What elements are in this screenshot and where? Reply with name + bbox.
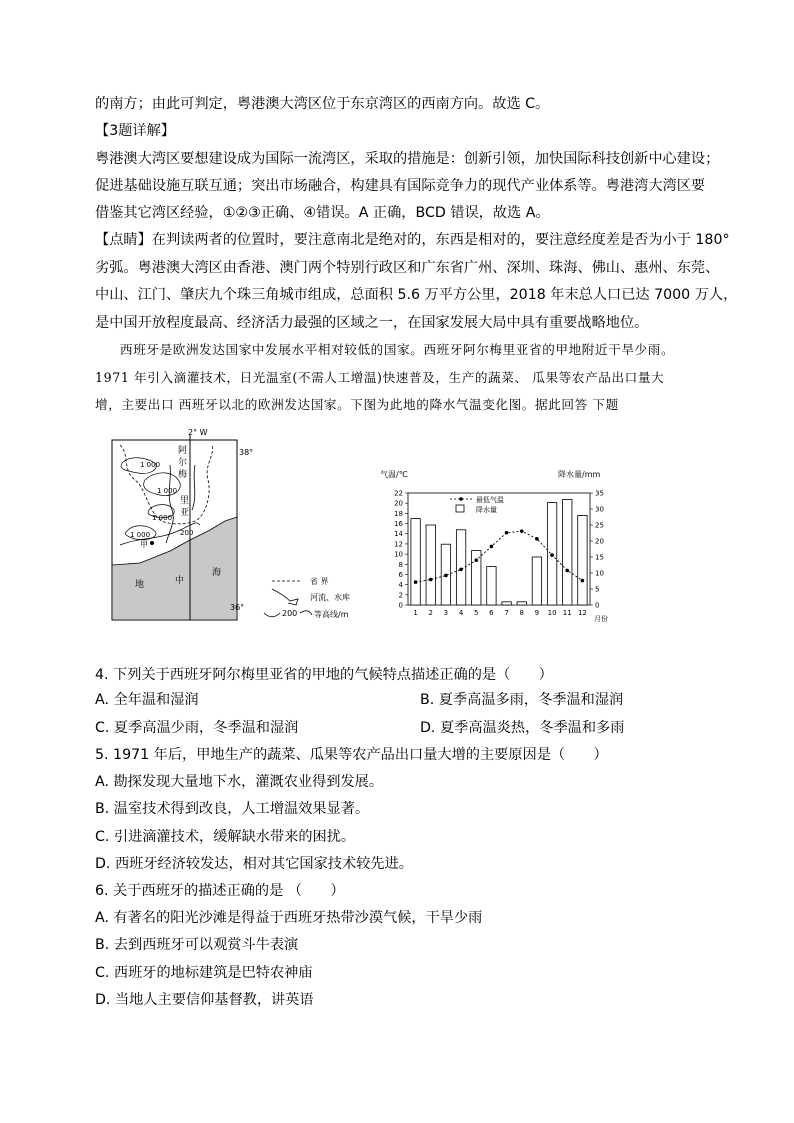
x-tick-label: 4 xyxy=(458,609,464,617)
latitude-label-top: 38° xyxy=(239,448,254,457)
temperature-point xyxy=(459,568,463,572)
option-a[interactable]: A. 勘探发现大量地下水，灌溉农业得到发展。 xyxy=(95,774,384,790)
province-label-char: 里 xyxy=(180,496,190,506)
x-tick-label: 7 xyxy=(504,609,509,617)
option-b[interactable]: B. 温室技术得到改良，人工增温效果显著。 xyxy=(95,801,370,817)
place-marker-icon xyxy=(150,541,154,545)
text-line: 促进基础设施互联互通；突出市场融合，构建具有国际竞争力的现代产业体系等。粤港湾大湾区要 xyxy=(95,178,706,194)
option-d[interactable]: D. 当地人主要信仰基督教，讲英语 xyxy=(95,992,314,1008)
precipitation-bar xyxy=(487,567,496,605)
y-tick-label-right: 30 xyxy=(595,505,604,514)
temperature-point xyxy=(505,531,509,535)
y-tick-label-left: 16 xyxy=(394,520,403,529)
option-d[interactable]: D. 夏季高温炎热，冬季温和多雨 xyxy=(420,720,625,736)
sea-label-char: 海 xyxy=(212,568,222,578)
legend-label: 河流、水库 xyxy=(310,593,350,602)
question-stem: 4. 下列关于西班牙阿尔梅里亚省的甲地的气候特点描述正确的是（ ） xyxy=(95,667,553,683)
x-tick-label: 10 xyxy=(547,609,557,617)
option-a[interactable]: A. 全年温和湿润 xyxy=(95,692,199,708)
x-tick-label: 6 xyxy=(489,609,494,617)
contour-label: 200 xyxy=(180,529,194,537)
y-tick-label-left: 0 xyxy=(398,601,403,610)
sea-label-char: 中 xyxy=(175,576,185,586)
intro-line: 1971 年引入滴灌技术，日光温室(不需人工增温)快速普及，生产的蔬菜、 瓜果等农产品出口量大 xyxy=(95,370,665,385)
y-tick-label-left: 18 xyxy=(394,509,403,518)
precipitation-bar xyxy=(502,602,511,605)
legend-label: 等高线/m xyxy=(314,610,349,619)
precipitation-bar xyxy=(532,557,541,605)
province-label-char: 尔 xyxy=(178,458,188,468)
y-tick-label-left: 22 xyxy=(394,489,403,498)
climate-chart xyxy=(380,465,625,625)
text-line: 中山、江门、肇庆九个珠三角城市组成，总面积 5.6 万平方公里，2018 年末总人口已达 7000 万人， xyxy=(95,287,738,303)
y-tick-label-left: 12 xyxy=(394,540,403,549)
precipitation-bar xyxy=(426,525,435,605)
province-label-char: 亚 xyxy=(180,508,190,518)
contour-label: 1 000 xyxy=(152,514,173,522)
map-figure xyxy=(100,425,370,625)
y-tick-label-left: 6 xyxy=(398,570,403,579)
province-label-char: 阿 xyxy=(178,446,188,456)
temperature-point xyxy=(535,537,539,541)
precipitation-bar xyxy=(517,602,526,605)
sea-label-char: 地 xyxy=(135,580,145,590)
legend-label: 降水量 xyxy=(476,506,497,514)
x-tick-label: 5 xyxy=(474,609,479,617)
contour-label: 1 000 xyxy=(130,531,151,539)
x-tick-label: 8 xyxy=(519,609,524,617)
x-tick-label: 1 xyxy=(413,609,418,617)
precipitation-bar xyxy=(578,515,587,605)
x-axis-label: 月份 xyxy=(594,615,608,623)
y-tick-label-right: 10 xyxy=(595,569,604,578)
x-tick-label: 12 xyxy=(577,609,587,617)
place-label: 甲 xyxy=(140,540,148,549)
option-c[interactable]: C. 西班牙的地标建筑是巴特农神庙 xyxy=(95,965,313,981)
x-tick-label: 3 xyxy=(443,609,449,617)
x-tick-label: 2 xyxy=(428,609,433,617)
y-tick-label-right: 5 xyxy=(595,585,600,594)
province-label-char: 梅 xyxy=(178,470,188,480)
option-c[interactable]: C. 引进滴灌技术，缓解缺水带来的困扰。 xyxy=(95,829,356,845)
option-b[interactable]: B. 去到西班牙可以观赏斗牛表演 xyxy=(95,937,299,953)
legend-bar-icon xyxy=(456,505,464,512)
temperature-point xyxy=(520,529,524,533)
legend-label: 最低气温 xyxy=(476,496,504,504)
temperature-point xyxy=(414,580,418,584)
latitude-label-bottom: 36° xyxy=(230,603,245,612)
legend-contour-value: 200 xyxy=(282,609,298,618)
question-stem: 5. 1971 年后，甲地生产的蔬菜、瓜果等农产品出口量大增的主要原因是（ ） xyxy=(95,747,608,763)
y-tick-label-right: 15 xyxy=(595,553,604,562)
temperature-point xyxy=(581,579,585,583)
y-tick-label-left: 8 xyxy=(398,560,403,569)
text-line: 的南方；由此可判定，粤港澳大湾区位于东京湾区的西南方向。故选 C。 xyxy=(95,96,550,112)
tip-line: 【点睛】在判读两者的位置时，要注意南北是绝对的，东西是相对的，要注意经度差是否为小于 180° xyxy=(95,232,730,248)
y-tick-label-left: 10 xyxy=(394,550,403,559)
text-line: 劣弧。粤港澳大湾区由香港、澳门两个特别行政区和广东省广州、深圳、珠海、佛山、惠州、东莞、 xyxy=(95,260,720,276)
text-line: 借鉴其它湾区经验，①②③正确、④错误。A 正确，BCD 错误，故选 A。 xyxy=(95,205,550,221)
y-tick-label-right: 20 xyxy=(595,537,604,546)
y-tick-label-left: 2 xyxy=(398,591,403,600)
x-tick-label: 9 xyxy=(534,609,540,617)
option-c[interactable]: C. 夏季高温少雨，冬季温和湿润 xyxy=(95,720,299,736)
y-tick-label-left: 20 xyxy=(394,499,403,508)
legend-label: 省 界 xyxy=(310,577,329,586)
option-b[interactable]: B. 夏季高温多雨，冬季温和湿润 xyxy=(420,692,624,708)
text-line: 是中国开放程度最高、经济活力最强的区域之一，在国家发展大局中具有重要战略地位。 xyxy=(95,315,649,331)
y-tick-label-left: 14 xyxy=(394,530,403,539)
y-tick-label-left: 4 xyxy=(398,581,403,590)
y-axis-left-label: 气温/℃ xyxy=(380,470,408,479)
temperature-point xyxy=(444,574,448,578)
temperature-point xyxy=(490,545,494,549)
precipitation-bar xyxy=(411,519,420,605)
text-line: 粤港澳大湾区要想建设成为国际一流湾区，采取的措施是：创新引领，加快国际科技创新中心建设； xyxy=(95,151,720,167)
temperature-line xyxy=(416,531,583,582)
intro-line: 增，主要出口 西班牙以北的欧洲发达国家。下图为此地的降水气温变化图。据此回答 下题 xyxy=(95,397,619,412)
temperature-point xyxy=(474,558,478,562)
x-tick-label: 11 xyxy=(562,609,572,617)
precipitation-bar xyxy=(563,499,572,605)
option-d[interactable]: D. 西班牙经济较发达，相对其它国家技术较先进。 xyxy=(95,856,413,872)
option-a[interactable]: A. 有著名的阳光沙滩是得益于西班牙热带沙漠气候，干旱少雨 xyxy=(95,910,483,926)
y-tick-label-right: 35 xyxy=(595,489,604,498)
legend-point-icon xyxy=(459,497,463,501)
contour-label: 1 000 xyxy=(157,487,178,495)
temperature-point xyxy=(550,553,554,557)
section-heading: 【3题详解】 xyxy=(95,123,175,139)
river-legend-icon xyxy=(272,589,298,605)
y-tick-label-right: 0 xyxy=(595,601,600,610)
contour-label: 1 000 xyxy=(140,461,161,469)
longitude-label: 2° W xyxy=(188,428,208,437)
y-tick-label-right: 25 xyxy=(595,521,604,530)
question-stem: 6. 关于西班牙的描述正确的是 （ ） xyxy=(95,883,345,899)
intro-line: 西班牙是欧洲发达国家中发展水平相对较低的国家。西班牙阿尔梅里亚省的甲地附近干旱少雨。 xyxy=(120,342,675,357)
temperature-point xyxy=(429,578,433,582)
y-axis-right-label: 降水量/mm xyxy=(558,470,601,479)
temperature-point xyxy=(565,569,569,573)
precipitation-bar xyxy=(456,530,465,605)
